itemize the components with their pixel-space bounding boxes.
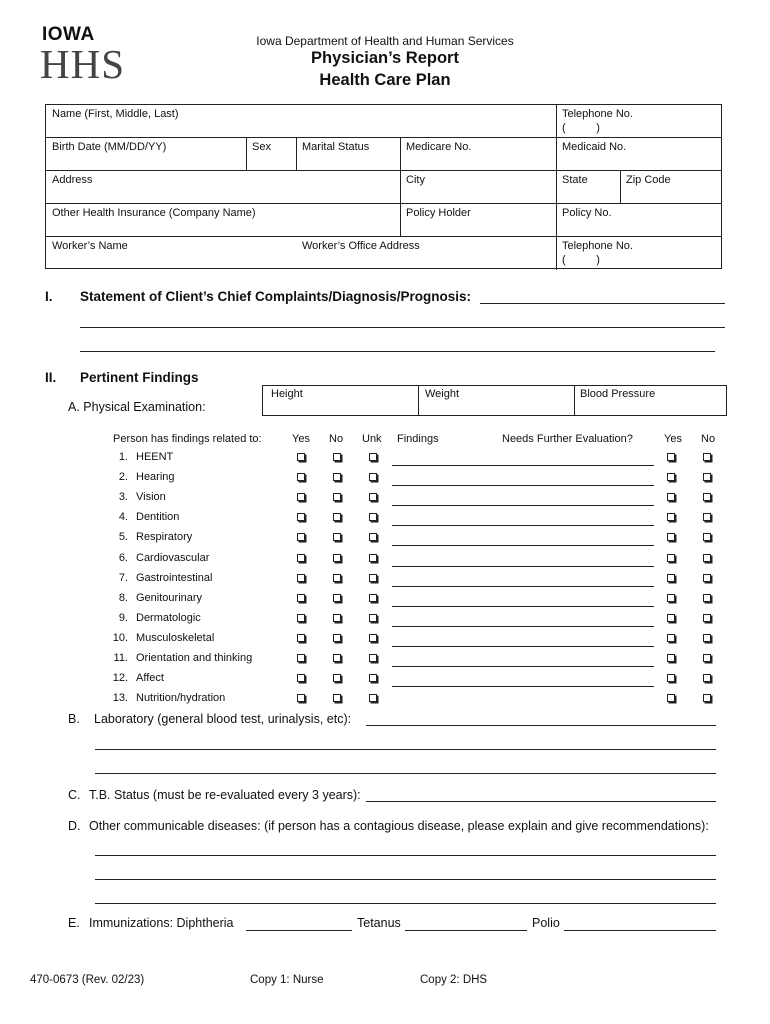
marital-status-field[interactable]: Marital Status — [302, 141, 370, 153]
zip-field[interactable]: Zip Code — [626, 174, 671, 186]
finding-notes-line[interactable] — [392, 485, 654, 486]
finding-unk-checkbox[interactable] — [369, 694, 377, 702]
policy-no-field[interactable]: Policy No. — [562, 207, 612, 219]
eval-no-header: No — [701, 433, 716, 445]
findings-header: Findings — [397, 433, 439, 445]
eval-yes-checkbox[interactable] — [667, 513, 675, 521]
finding-notes-line[interactable] — [392, 666, 654, 667]
policy-holder-field[interactable]: Policy Holder — [406, 207, 471, 219]
finding-no-checkbox[interactable] — [333, 614, 341, 622]
finding-label: Musculoskeletal — [136, 631, 215, 644]
finding-yes-checkbox[interactable] — [297, 453, 305, 461]
eval-no-checkbox[interactable] — [703, 694, 711, 702]
finding-yes-checkbox[interactable] — [297, 694, 305, 702]
finding-label: Genitourinary — [136, 591, 203, 604]
medicare-field[interactable]: Medicare No. — [406, 141, 472, 153]
other-letter: D. — [68, 819, 81, 833]
finding-number: 2. — [118, 471, 128, 484]
diphtheria-line[interactable] — [246, 930, 352, 931]
finding-unk-checkbox[interactable] — [369, 574, 377, 582]
finding-notes-line[interactable] — [392, 586, 654, 587]
eval-yes-checkbox[interactable] — [667, 554, 675, 562]
eval-yes-checkbox[interactable] — [667, 654, 675, 662]
eval-no-checkbox[interactable] — [703, 453, 711, 461]
finding-notes-line[interactable] — [392, 566, 654, 567]
other-line-3[interactable] — [95, 903, 716, 904]
eval-no-checkbox[interactable] — [703, 493, 711, 501]
finding-label: Cardiovascular — [136, 551, 210, 564]
eval-no-checkbox[interactable] — [703, 614, 711, 622]
finding-no-checkbox[interactable] — [333, 453, 341, 461]
lab-line-1[interactable] — [366, 725, 716, 726]
form-number: 470-0673 (Rev. 02/23) — [30, 974, 145, 986]
state-field[interactable]: State — [562, 174, 588, 186]
finding-number: 3. — [118, 491, 128, 504]
eval-yes-checkbox[interactable] — [667, 473, 675, 481]
section-2-title: Pertinent Findings — [80, 370, 199, 385]
sex-field[interactable]: Sex — [252, 141, 271, 153]
copy-2-label: Copy 2: DHS — [420, 974, 488, 986]
finding-number: 11. — [113, 652, 128, 664]
eval-no-checkbox[interactable] — [703, 513, 711, 521]
polio-label: Polio — [532, 916, 560, 930]
finding-no-checkbox[interactable] — [333, 533, 341, 541]
finding-yes-checkbox[interactable] — [297, 554, 305, 562]
eval-yes-checkbox[interactable] — [667, 574, 675, 582]
eval-yes-checkbox[interactable] — [667, 674, 675, 682]
polio-line[interactable] — [564, 930, 716, 931]
finding-no-checkbox[interactable] — [333, 473, 341, 481]
blood-pressure-field[interactable]: Blood Pressure — [580, 388, 656, 400]
telephone-field[interactable]: Telephone No. — [562, 108, 633, 120]
finding-notes-line[interactable] — [392, 505, 654, 506]
other-label: Other communicable diseases: (if person has a contagious disease, please explain and give recommendations): — [89, 819, 709, 833]
finding-unk-checkbox[interactable] — [369, 513, 377, 521]
eval-no-checkbox[interactable] — [703, 654, 711, 662]
finding-yes-checkbox[interactable] — [297, 654, 305, 662]
finding-yes-checkbox[interactable] — [297, 493, 305, 501]
eval-no-checkbox[interactable] — [703, 674, 711, 682]
name-field[interactable]: Name (First, Middle, Last) — [52, 108, 179, 120]
finding-label: Affect — [136, 672, 164, 685]
finding-no-checkbox[interactable] — [333, 634, 341, 642]
findings-person-header: Person has findings related to: — [113, 433, 262, 445]
finding-unk-checkbox[interactable] — [369, 453, 377, 461]
finding-notes-line[interactable] — [392, 626, 654, 627]
finding-notes-line[interactable] — [392, 525, 654, 526]
finding-no-checkbox[interactable] — [333, 513, 341, 521]
no-header: No — [329, 433, 344, 445]
finding-label: Hearing — [136, 471, 175, 484]
logo-hhs-text: HHS — [40, 41, 126, 87]
yes-header: Yes — [292, 433, 310, 445]
finding-label: Dermatologic — [136, 611, 201, 624]
finding-no-checkbox[interactable] — [333, 694, 341, 702]
finding-yes-checkbox[interactable] — [297, 574, 305, 582]
worker-telephone-area-code: ( ) — [562, 254, 600, 266]
finding-label: Orientation and thinking — [136, 652, 253, 664]
finding-yes-checkbox[interactable] — [297, 594, 305, 602]
eval-yes-checkbox[interactable] — [667, 594, 675, 602]
finding-unk-checkbox[interactable] — [369, 634, 377, 642]
height-field[interactable]: Height — [271, 388, 303, 400]
finding-unk-checkbox[interactable] — [369, 614, 377, 622]
finding-number: 6. — [118, 551, 128, 564]
immunizations-label: Immunizations: Diphtheria — [89, 916, 234, 930]
finding-unk-checkbox[interactable] — [369, 674, 377, 682]
finding-label: Nutrition/hydration — [136, 692, 226, 705]
section-1-title: Statement of Client’s Chief Complaints/Diagnosis/Prognosis: — [80, 289, 472, 304]
vitals-table — [262, 385, 727, 416]
finding-unk-checkbox[interactable] — [369, 654, 377, 662]
finding-number: 7. — [118, 571, 128, 584]
eval-yes-checkbox[interactable] — [667, 614, 675, 622]
birth-date-field[interactable]: Birth Date (MM/DD/YY) — [52, 141, 167, 153]
eval-yes-header: Yes — [664, 433, 682, 445]
finding-number: 4. — [118, 511, 128, 524]
eval-no-checkbox[interactable] — [703, 473, 711, 481]
finding-number: 1. — [118, 451, 128, 463]
eval-yes-checkbox[interactable] — [667, 453, 675, 461]
finding-yes-checkbox[interactable] — [297, 674, 305, 682]
unk-header: Unk — [362, 433, 382, 445]
eval-yes-checkbox[interactable] — [667, 493, 675, 501]
finding-notes-line[interactable] — [392, 465, 654, 466]
worker-telephone-field[interactable]: Telephone No. — [562, 240, 633, 252]
lab-letter: B. — [68, 712, 80, 726]
finding-notes-line[interactable] — [392, 606, 654, 607]
lab-line-2[interactable] — [95, 749, 716, 750]
address-field[interactable]: Address — [52, 174, 93, 186]
tetanus-label: Tetanus — [357, 916, 401, 930]
finding-no-checkbox[interactable] — [333, 493, 341, 501]
eval-no-checkbox[interactable] — [703, 533, 711, 541]
section-1-number: I. — [45, 289, 53, 304]
eval-no-checkbox[interactable] — [703, 574, 711, 582]
weight-field[interactable]: Weight — [425, 388, 460, 400]
finding-notes-line[interactable] — [392, 545, 654, 546]
finding-number: 5. — [118, 531, 128, 544]
tb-letter: C. — [68, 788, 81, 802]
client-info-table — [45, 104, 722, 269]
finding-label: Vision — [136, 491, 166, 504]
finding-yes-checkbox[interactable] — [297, 533, 305, 541]
tb-line[interactable] — [366, 801, 716, 802]
finding-label: Gastrointestinal — [136, 571, 213, 584]
finding-yes-checkbox[interactable] — [297, 513, 305, 521]
finding-number: 8. — [118, 591, 128, 604]
finding-unk-checkbox[interactable] — [369, 493, 377, 501]
finding-unk-checkbox[interactable] — [369, 473, 377, 481]
eval-no-checkbox[interactable] — [703, 594, 711, 602]
copy-1-label: Copy 1: Nurse — [250, 974, 324, 986]
section-2-number: II. — [45, 370, 57, 385]
eval-yes-checkbox[interactable] — [667, 694, 675, 702]
medicaid-field[interactable]: Medicaid No. — [562, 141, 627, 153]
eval-no-checkbox[interactable] — [703, 634, 711, 642]
immun-letter: E. — [68, 916, 80, 930]
complaints-line-2[interactable] — [80, 327, 725, 328]
finding-unk-checkbox[interactable] — [369, 533, 377, 541]
finding-number: 13. — [112, 692, 128, 705]
finding-yes-checkbox[interactable] — [297, 473, 305, 481]
lab-label: Laboratory (general blood test, urinalysis, etc): — [94, 712, 352, 726]
complaints-line-1[interactable] — [480, 303, 725, 304]
tb-label: T.B. Status (must be re-evaluated every 3 years): — [89, 788, 361, 802]
finding-no-checkbox[interactable] — [333, 574, 341, 582]
finding-yes-checkbox[interactable] — [297, 614, 305, 622]
finding-yes-checkbox[interactable] — [297, 634, 305, 642]
finding-label: HEENT — [136, 451, 174, 463]
workers-name-field[interactable]: Worker’s Name — [52, 240, 128, 252]
eval-no-checkbox[interactable] — [703, 554, 711, 562]
other-line-1[interactable] — [95, 855, 716, 856]
eval-yes-checkbox[interactable] — [667, 533, 675, 541]
form-subtitle: Health Care Plan — [319, 71, 451, 89]
other-line-2[interactable] — [95, 879, 716, 880]
city-field[interactable]: City — [406, 174, 425, 186]
department-name: Iowa Department of Health and Human Services — [256, 34, 514, 48]
physical-exam-label: A. Physical Examination: — [68, 400, 206, 414]
other-insurance-field[interactable]: Other Health Insurance (Company Name) — [52, 207, 256, 219]
needs-evaluation-header: Needs Further Evaluation? — [502, 433, 633, 445]
tetanus-line[interactable] — [405, 930, 527, 931]
finding-notes-line[interactable] — [392, 686, 654, 687]
workers-office-field[interactable]: Worker’s Office Address — [302, 240, 420, 252]
finding-no-checkbox[interactable] — [333, 654, 341, 662]
finding-unk-checkbox[interactable] — [369, 554, 377, 562]
form-title: Physician’s Report — [311, 49, 459, 67]
finding-unk-checkbox[interactable] — [369, 594, 377, 602]
telephone-area-code: ( ) — [562, 122, 600, 134]
logo-iowa-text: IOWA — [42, 24, 95, 45]
finding-number: 9. — [118, 611, 128, 624]
finding-number: 10. — [112, 631, 128, 644]
finding-no-checkbox[interactable] — [333, 674, 341, 682]
finding-number: 12. — [112, 672, 128, 685]
complaints-line-3[interactable] — [80, 351, 715, 352]
eval-yes-checkbox[interactable] — [667, 634, 675, 642]
finding-label: Dentition — [136, 511, 180, 524]
finding-no-checkbox[interactable] — [333, 554, 341, 562]
lab-line-3[interactable] — [95, 773, 716, 774]
finding-label: Respiratory — [136, 531, 193, 544]
finding-notes-line[interactable] — [392, 646, 654, 647]
finding-no-checkbox[interactable] — [333, 594, 341, 602]
